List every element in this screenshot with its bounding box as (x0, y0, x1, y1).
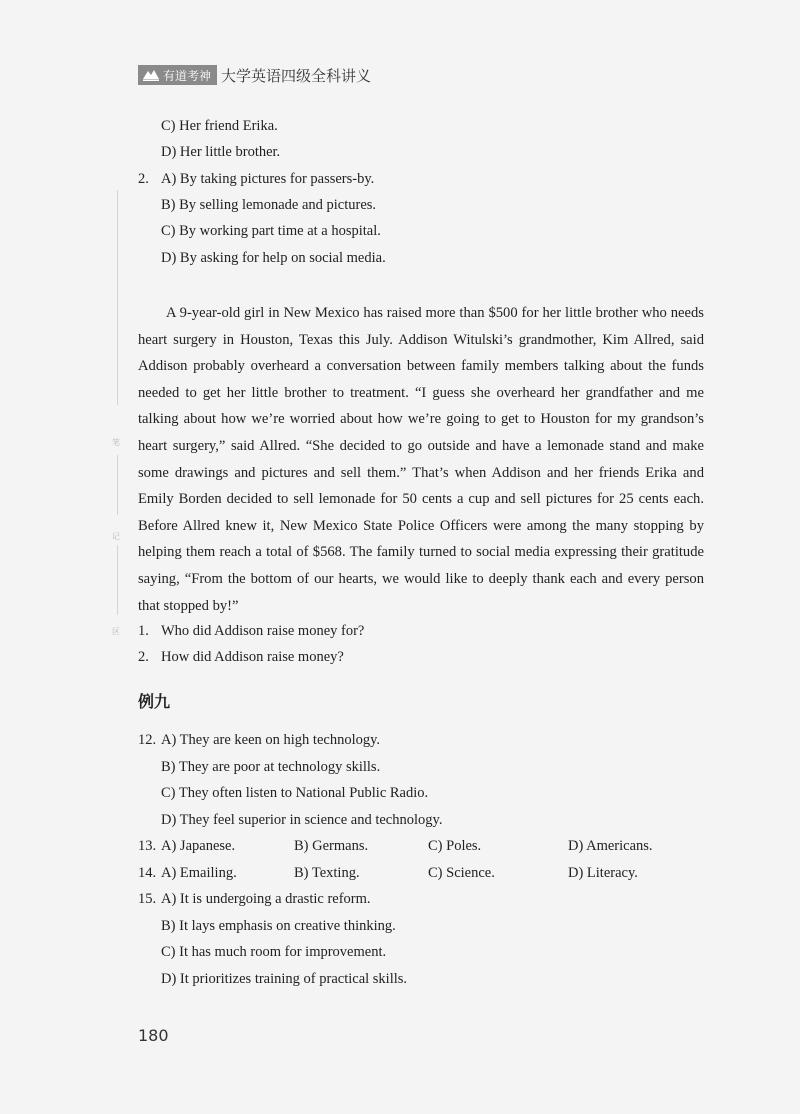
question-number: 12. (138, 732, 157, 748)
option-text: D) Her little brother. (161, 144, 281, 160)
margin-note-label: 笔 (112, 438, 120, 447)
section-title: 例九 (138, 692, 171, 711)
option-text: A) Japanese. (161, 838, 236, 854)
margin-note-label: 区 (112, 627, 120, 636)
book-title: 大学英语四级全科讲义 (221, 66, 372, 85)
listening-passage: A 9-year-old girl in New Mexico has raised more than $500 for her little brother who needs heart surgery in Houston, Texas this July. Addison Witulski’s grandmother, Kim Allred, said Addison probably overheard a conversation between family members talking about the funds needed to get her little brother to treatment. “I guess she overheard her grandfather and me talking about how we’re worried about how we’re going to get to Houston for my grandson’s heart surgery,” said Allred. “She decided to go outside and have a lemonade stand and make some drawings and pictures and sell them.” That’s when Addison and her friends Erika and Emily Borden decided to sell lemonade for 50 cents a cup and sell pictures for 25 cents each. Before Allred knew it, New Mexico State Police Officers were among the many stopping by helping them reach a total of $568. The family turned to social media expressing their gratitude saying, “From the bottom of our hearts, we would like to deeply thank each and every person that stopped by!” (138, 305, 704, 614)
option-text: D) Americans. (568, 838, 653, 854)
question-text: Who did Addison raise money for? (161, 623, 365, 639)
question-number: 14. (138, 865, 157, 881)
option-text: C) Science. (428, 865, 495, 881)
page-header (138, 64, 371, 86)
option-text: A) By taking pictures for passers-by. (161, 171, 375, 187)
option-text: C) Her friend Erika. (161, 118, 278, 134)
option-text: A) Emailing. (161, 865, 237, 881)
option-text: D) By asking for help on social media. (161, 250, 386, 266)
logo-text: 有道考神 (163, 68, 212, 83)
margin-divider (117, 545, 118, 615)
option-text: C) Poles. (428, 838, 482, 854)
page-number: 180 (138, 1026, 169, 1045)
margin-divider (117, 455, 118, 515)
question-number: 13. (138, 838, 157, 854)
question-number: 2. (138, 171, 149, 187)
option-text: A) It is undergoing a drastic reform. (161, 891, 371, 907)
margin-divider (117, 190, 118, 405)
question-number: 1. (138, 623, 149, 639)
margin-note-label: 记 (112, 532, 120, 541)
option-text: A) They are keen on high technology. (161, 732, 381, 748)
option-text: C) It has much room for improvement. (161, 944, 387, 960)
question-text: How did Addison raise money? (161, 649, 344, 665)
option-text: B) By selling lemonade and pictures. (161, 197, 377, 213)
option-text: B) It lays emphasis on creative thinking. (161, 918, 396, 934)
option-text: D) Literacy. (568, 865, 638, 881)
question-number: 2. (138, 649, 149, 665)
option-text: C) They often listen to National Public Radio. (161, 785, 429, 801)
option-text: D) It prioritizes training of practical skills. (161, 971, 408, 987)
option-text: D) They feel superior in science and technology. (161, 812, 443, 828)
book-logo-icon (142, 68, 160, 82)
option-text: B) They are poor at technology skills. (161, 759, 381, 775)
option-text: C) By working part time at a hospital. (161, 223, 381, 239)
publisher-logo (138, 65, 217, 85)
option-text: B) Texting. (294, 865, 360, 881)
question-number: 15. (138, 891, 157, 907)
option-text: B) Germans. (294, 838, 369, 854)
